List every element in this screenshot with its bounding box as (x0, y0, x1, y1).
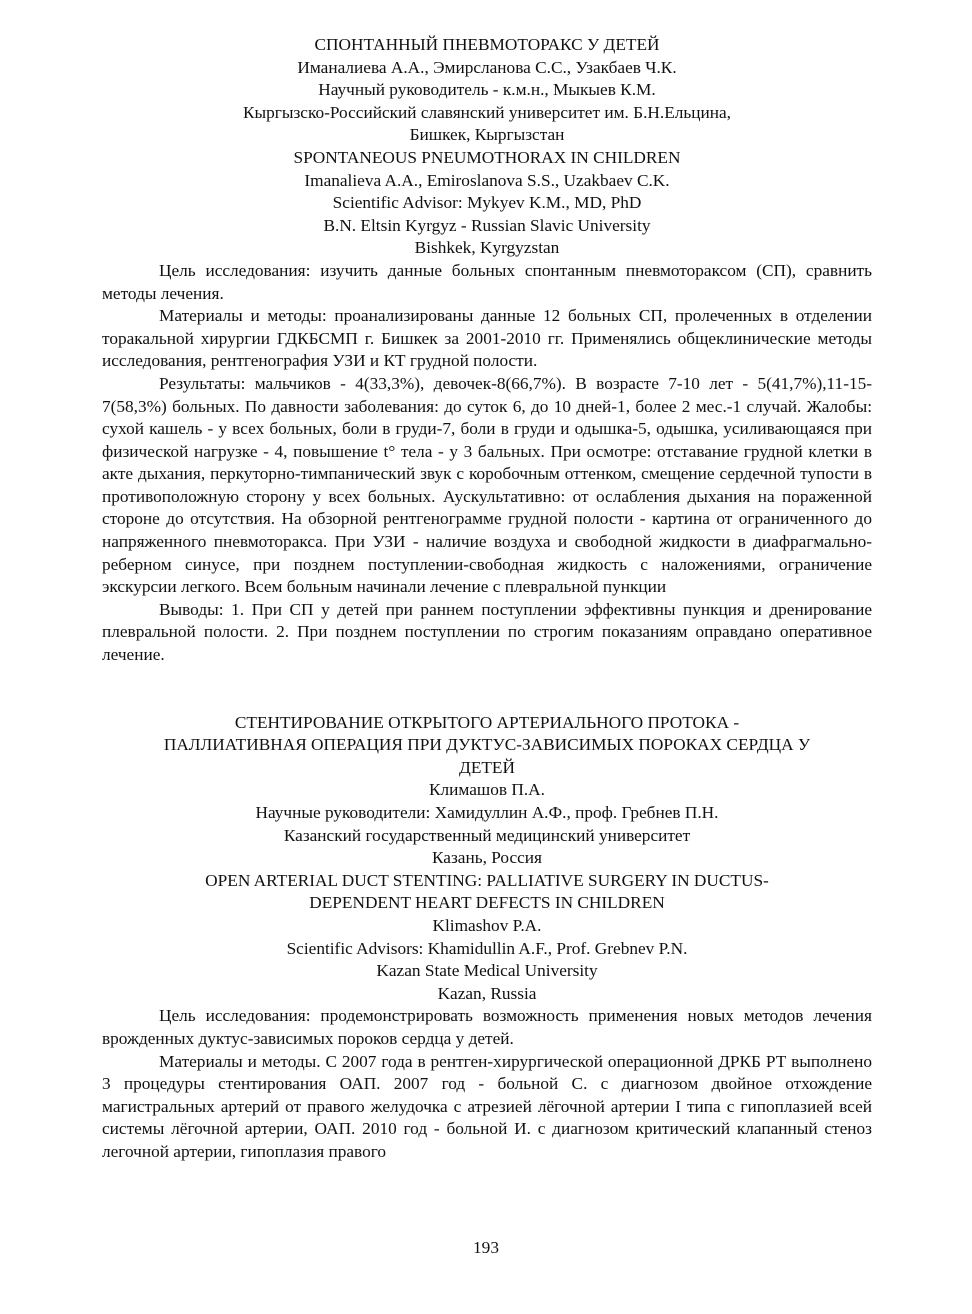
city-ru: Казань, Россия (431, 848, 543, 868)
institution-ru: Казанский государственный медицинский университет (283, 825, 691, 845)
article-title-en-line2: DEPENDENT HEART DEFECTS IN CHILDREN (309, 893, 665, 913)
institution-en: B.N. Eltsin Kyrgyz - Russian Slavic University (323, 215, 651, 235)
authors-en: Imanalieva A.A., Emiroslanova S.S., Uzakbaev C.K. (304, 170, 670, 190)
article-title-ru-line2: ПАЛЛИАТИВНАЯ ОПЕРАЦИЯ ПРИ ДУКТУС-ЗАВИСИМЫХ ПОРОКАХ СЕРДЦА У (163, 735, 811, 755)
authors-ru: Климашов П.А. (429, 780, 545, 800)
paragraph-conclusions: Выводы: 1. При СП у детей при раннем поступлении эффективны пункция и дренирование плевральной полости. 2. При позднем поступлении по строгим показаниям оправдано оперативное лечение. (102, 599, 872, 665)
article-title-ru-line1: СТЕНТИРОВАНИЕ ОТКРЫТОГО АРТЕРИАЛЬНОГО ПРОТОКА - (234, 712, 740, 732)
paragraph-results: Результаты: мальчиков - 4(33,3%), девочек-8(66,7%). В возрасте 7-10 лет - 5(41,7%),11-15-7(58,3%) больных. По давности заболевания: до суток 6, до 10 дней-1, более 2 мес.-1 случай. Жалобы: сухой кашель - у всех больных, боли в груди-7, боли в груди и одышка-5, одышка, усиливающаяся при физической нагрузке - 4, повышение t° тела - у 3 бальных. При осмотре: отставание грудной клетки в акте дыхания, перкуторно-тимпанический звук с коробочным оттенком, смещение сердечной тупости в противоположную сторону у всех больных. Аускультативно: от ослабления дыхания на пораженной стороне до отсутствия. На обзорной рентгенограмме грудной полости - картина от ограниченного до напряженного пневмоторакса. При УЗИ - наличие воздуха и свободной жидкости в диафрагмально-реберном синусе, при позднем поступлении-свободная жидкость с наложениями, ограничение экскурсии легкого. Всем больным начинали лечение с плевральной пункции (102, 373, 872, 597)
advisor-en: Scientific Advisors: Khamidullin A.F., Prof. Grebnev P.N. (286, 938, 688, 958)
city-en: Kazan, Russia (437, 983, 537, 1003)
article-duct-stenting (102, 712, 872, 1164)
page-body (102, 34, 872, 1164)
article-title-en: SPONTANEOUS PNEUMOTHORAX IN CHILDREN (293, 147, 681, 167)
paragraph-methods: Материалы и методы: проанализированы данные 12 больных СП, пролеченных в отделении торакальной хирургии ГДКБСМП г. Бишкек за 2001-2010 гг. Применялись общеклинические методы исследования, рентгенография УЗИ и КТ грудной полости. (102, 306, 872, 371)
authors-en: Klimashov P.A. (432, 915, 542, 935)
page-number: 193 (473, 1238, 499, 1257)
article-title-ru-line3: ДЕТЕЙ (459, 757, 515, 777)
article-title-en-line1: OPEN ARTERIAL DUCT STENTING: PALLIATIVE SURGERY IN DUCTUS- (205, 870, 769, 890)
article-spontaneous-pneumothorax (102, 34, 872, 667)
authors-ru: Иманалиева А.А., Эмирсланова С.С., Узакбаев Ч.К. (297, 57, 677, 77)
advisor-ru: Научные руководители: Хамидуллин А.Ф., проф. Гребнев П.Н. (255, 803, 719, 822)
institution-ru: Кыргызско-Российский славянский университет им. Б.Н.Ельцина, (242, 102, 732, 122)
city-ru: Бишкек, Кыргызстан (409, 125, 565, 145)
article-title-ru: СПОНТАННЫЙ ПНЕВМОТОРАКС У ДЕТЕЙ (314, 35, 660, 54)
paragraph-methods: Материалы и методы. С 2007 года в рентген-хирургической операционной ДРКБ РТ выполнено 3 процедуры стентирования ОАП. 2007 год - больной С. с диагнозом двойное отхождение магистральных артерий от правого желудочка с атрезией лёгочной артерии I типа с гипоплазией всей системы лёгочной артерии, ОАП. 2010 год - больной И. с диагнозом критический клапанный стеноз легочной артерии, гипоплазия правого (102, 1051, 872, 1161)
advisor-en: Scientific Advisor: Mykyev K.M., MD, PhD (332, 193, 642, 213)
paragraph-aim: Цель исследования: изучить данные больных спонтанным пневмотораксом (СП), сравнить методы лечения. (102, 260, 872, 303)
institution-en: Kazan State Medical University (376, 961, 598, 981)
advisor-ru: Научный руководитель - к.м.н., Мыкыев К.М. (318, 80, 656, 100)
city-en: Bishkek, Kyrgyzstan (414, 238, 560, 258)
paragraph-aim: Цель исследования: продемонстрировать возможность применения новых методов лечения врожденных дуктус-зависимых пороков сердца у детей. (102, 1006, 872, 1048)
